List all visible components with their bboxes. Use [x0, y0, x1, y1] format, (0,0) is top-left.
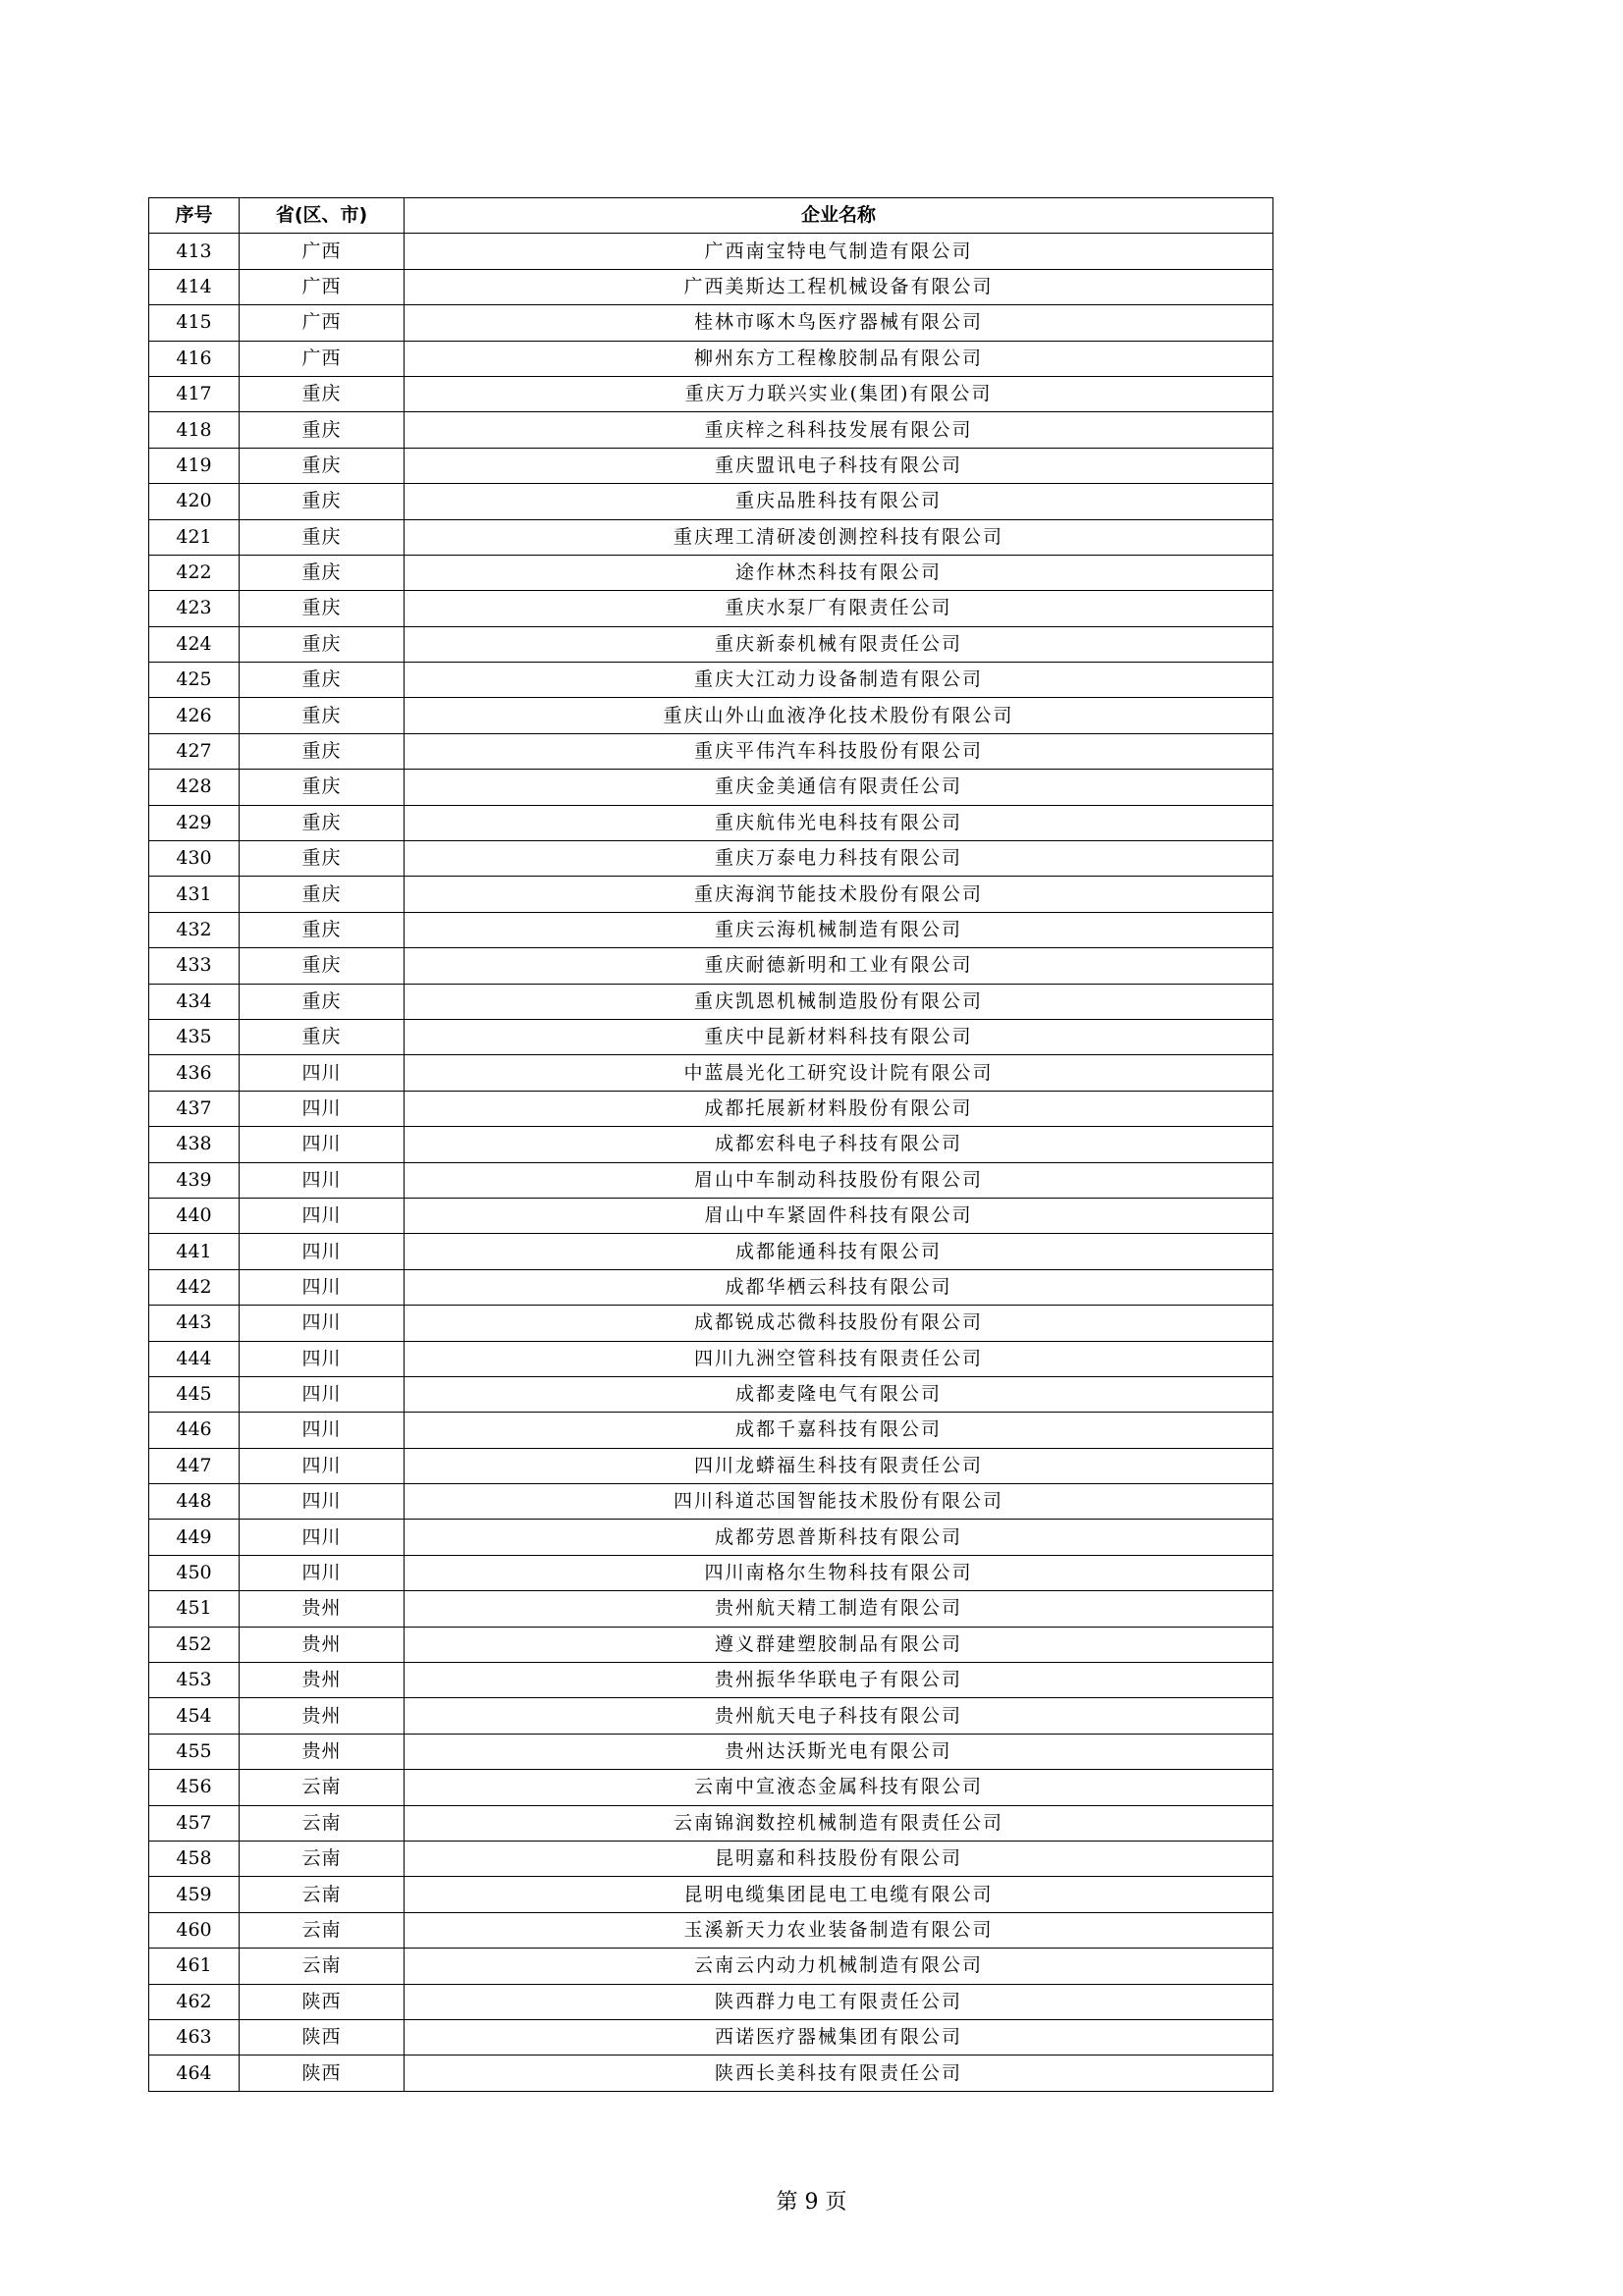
province-cell: 重庆: [240, 805, 405, 840]
serial-number-cell: 449: [149, 1520, 240, 1555]
table-row: [149, 376, 1273, 411]
serial-number-cell: 438: [149, 1127, 240, 1162]
table-row: [149, 1984, 1273, 2019]
serial-number-cell: 433: [149, 948, 240, 984]
province-cell: 重庆: [240, 412, 405, 448]
serial-number-cell: 456: [149, 1770, 240, 1805]
table-body: [149, 234, 1273, 2091]
province-cell: 贵州: [240, 1698, 405, 1734]
serial-number-cell: 430: [149, 841, 240, 877]
province-cell: 重庆: [240, 912, 405, 947]
serial-number-cell: 436: [149, 1055, 240, 1091]
company-name-cell: 重庆云海机械制造有限公司: [405, 912, 1273, 947]
serial-number-cell: 450: [149, 1555, 240, 1590]
company-name-cell: 玉溪新天力农业装备制造有限公司: [405, 1912, 1273, 1948]
company-name-cell: 成都宏科电子科技有限公司: [405, 1127, 1273, 1162]
company-name-cell: 成都千嘉科技有限公司: [405, 1413, 1273, 1448]
company-name-cell: 重庆品胜科技有限公司: [405, 484, 1273, 519]
province-cell: 重庆: [240, 877, 405, 912]
company-name-cell: 重庆梓之科科技发展有限公司: [405, 412, 1273, 448]
header-serial-number: 序号: [149, 198, 240, 234]
table-row: [149, 877, 1273, 912]
province-cell: 四川: [240, 1091, 405, 1126]
table-row: [149, 2056, 1273, 2091]
province-cell: 四川: [240, 1127, 405, 1162]
table-row: [149, 948, 1273, 984]
table-row: [149, 1591, 1273, 1627]
province-cell: 云南: [240, 1805, 405, 1841]
serial-number-cell: 431: [149, 877, 240, 912]
company-name-cell: 眉山中车制动科技股份有限公司: [405, 1162, 1273, 1198]
serial-number-cell: 442: [149, 1269, 240, 1305]
province-cell: 云南: [240, 1770, 405, 1805]
company-name-cell: 成都华栖云科技有限公司: [405, 1269, 1273, 1305]
table-row: [149, 1841, 1273, 1876]
table-row: [149, 1805, 1273, 1841]
company-name-cell: 重庆大江动力设备制造有限公司: [405, 663, 1273, 698]
province-cell: 四川: [240, 1306, 405, 1341]
company-name-cell: 广西南宝特电气制造有限公司: [405, 234, 1273, 269]
serial-number-cell: 448: [149, 1484, 240, 1520]
company-name-cell: 贵州达沃斯光电有限公司: [405, 1734, 1273, 1769]
province-cell: 重庆: [240, 948, 405, 984]
serial-number-cell: 460: [149, 1912, 240, 1948]
serial-number-cell: 462: [149, 1984, 240, 2019]
serial-number-cell: 418: [149, 412, 240, 448]
province-cell: 重庆: [240, 698, 405, 733]
company-name-cell: 重庆万力联兴实业(集团)有限公司: [405, 376, 1273, 411]
serial-number-cell: 441: [149, 1234, 240, 1269]
table-row: [149, 1198, 1273, 1233]
table-row: [149, 1091, 1273, 1126]
table-row: [149, 448, 1273, 483]
table-row: [149, 234, 1273, 269]
table-row: [149, 269, 1273, 304]
serial-number-cell: 429: [149, 805, 240, 840]
province-cell: 重庆: [240, 519, 405, 555]
province-cell: 陕西: [240, 1984, 405, 2019]
table-row: [149, 1127, 1273, 1162]
company-name-cell: 重庆水泵厂有限责任公司: [405, 591, 1273, 626]
serial-number-cell: 447: [149, 1448, 240, 1483]
company-name-cell: 成都托展新材料股份有限公司: [405, 1091, 1273, 1126]
province-cell: 重庆: [240, 448, 405, 483]
table-row: [149, 1663, 1273, 1698]
company-name-cell: 重庆航伟光电科技有限公司: [405, 805, 1273, 840]
company-name-cell: 成都劳恩普斯科技有限公司: [405, 1520, 1273, 1555]
province-cell: 四川: [240, 1055, 405, 1091]
province-cell: 陕西: [240, 2019, 405, 2055]
company-name-cell: 成都麦隆电气有限公司: [405, 1376, 1273, 1412]
enterprise-table: [148, 197, 1273, 2092]
company-name-cell: 重庆金美通信有限责任公司: [405, 770, 1273, 805]
serial-number-cell: 424: [149, 626, 240, 662]
province-cell: 四川: [240, 1555, 405, 1590]
serial-number-cell: 457: [149, 1805, 240, 1841]
company-name-cell: 成都锐成芯微科技股份有限公司: [405, 1306, 1273, 1341]
serial-number-cell: 455: [149, 1734, 240, 1769]
company-name-cell: 柳州东方工程橡胶制品有限公司: [405, 341, 1273, 376]
serial-number-cell: 419: [149, 448, 240, 483]
table-row: [149, 305, 1273, 341]
province-cell: 陕西: [240, 2056, 405, 2091]
header-row: [149, 198, 1273, 234]
table-row: [149, 1770, 1273, 1805]
serial-number-cell: 444: [149, 1341, 240, 1376]
serial-number-cell: 464: [149, 2056, 240, 2091]
serial-number-cell: 428: [149, 770, 240, 805]
province-cell: 云南: [240, 1949, 405, 1984]
company-name-cell: 眉山中车紧固件科技有限公司: [405, 1198, 1273, 1233]
table-row: [149, 1019, 1273, 1054]
province-cell: 四川: [240, 1269, 405, 1305]
province-cell: 广西: [240, 341, 405, 376]
header-province: 省(区、市): [240, 198, 405, 234]
table-row: [149, 519, 1273, 555]
table-row: [149, 2019, 1273, 2055]
company-name-cell: 昆明嘉和科技股份有限公司: [405, 1841, 1273, 1876]
table-row: [149, 1734, 1273, 1769]
province-cell: 重庆: [240, 484, 405, 519]
company-name-cell: 桂林市啄木鸟医疗器械有限公司: [405, 305, 1273, 341]
serial-number-cell: 461: [149, 1949, 240, 1984]
company-name-cell: 成都能通科技有限公司: [405, 1234, 1273, 1269]
serial-number-cell: 420: [149, 484, 240, 519]
company-name-cell: 昆明电缆集团昆电工电缆有限公司: [405, 1877, 1273, 1912]
province-cell: 四川: [240, 1484, 405, 1520]
province-cell: 重庆: [240, 626, 405, 662]
serial-number-cell: 452: [149, 1627, 240, 1662]
company-name-cell: 贵州航天电子科技有限公司: [405, 1698, 1273, 1734]
serial-number-cell: 413: [149, 234, 240, 269]
company-name-cell: 四川南格尔生物科技有限公司: [405, 1555, 1273, 1590]
table-row: [149, 1376, 1273, 1412]
table-row: [149, 1269, 1273, 1305]
company-name-cell: 四川龙蟒福生科技有限责任公司: [405, 1448, 1273, 1483]
company-name-cell: 重庆凯恩机械制造股份有限公司: [405, 984, 1273, 1019]
province-cell: 重庆: [240, 1019, 405, 1054]
table-row: [149, 1234, 1273, 1269]
province-cell: 四川: [240, 1162, 405, 1198]
province-cell: 四川: [240, 1198, 405, 1233]
province-cell: 重庆: [240, 841, 405, 877]
company-name-cell: 重庆新泰机械有限责任公司: [405, 626, 1273, 662]
serial-number-cell: 417: [149, 376, 240, 411]
serial-number-cell: 415: [149, 305, 240, 341]
province-cell: 云南: [240, 1841, 405, 1876]
table-row: [149, 1341, 1273, 1376]
province-cell: 四川: [240, 1341, 405, 1376]
province-cell: 四川: [240, 1448, 405, 1483]
company-name-cell: 重庆万泰电力科技有限公司: [405, 841, 1273, 877]
table-row: [149, 555, 1273, 590]
table-row: [149, 698, 1273, 733]
table-row: [149, 1055, 1273, 1091]
company-name-cell: 重庆盟讯电子科技有限公司: [405, 448, 1273, 483]
company-name-cell: 中蓝晨光化工研究设计院有限公司: [405, 1055, 1273, 1091]
province-cell: 四川: [240, 1413, 405, 1448]
table-row: [149, 1162, 1273, 1198]
table-row: [149, 841, 1273, 877]
table-row: [149, 1912, 1273, 1948]
company-name-cell: 重庆海润节能技术股份有限公司: [405, 877, 1273, 912]
serial-number-cell: 422: [149, 555, 240, 590]
header-company-name: 企业名称: [405, 198, 1273, 234]
serial-number-cell: 434: [149, 984, 240, 1019]
serial-number-cell: 453: [149, 1663, 240, 1698]
table-row: [149, 341, 1273, 376]
province-cell: 四川: [240, 1520, 405, 1555]
table-row: [149, 805, 1273, 840]
province-cell: 贵州: [240, 1663, 405, 1698]
table-header: [149, 198, 1273, 234]
province-cell: 四川: [240, 1234, 405, 1269]
province-cell: 重庆: [240, 733, 405, 769]
company-name-cell: 重庆理工清研凌创测控科技有限公司: [405, 519, 1273, 555]
company-name-cell: 云南云内动力机械制造有限公司: [405, 1949, 1273, 1984]
province-cell: 重庆: [240, 984, 405, 1019]
province-cell: 广西: [240, 234, 405, 269]
table-row: [149, 984, 1273, 1019]
company-name-cell: 四川科道芯国智能技术股份有限公司: [405, 1484, 1273, 1520]
company-name-cell: 四川九洲空管科技有限责任公司: [405, 1341, 1273, 1376]
province-cell: 贵州: [240, 1591, 405, 1627]
company-name-cell: 遵义群建塑胶制品有限公司: [405, 1627, 1273, 1662]
province-cell: 重庆: [240, 555, 405, 590]
page-number: 第 9 页: [776, 2190, 847, 2215]
company-name-cell: 重庆耐德新明和工业有限公司: [405, 948, 1273, 984]
table-row: [149, 733, 1273, 769]
company-name-cell: 贵州振华华联电子有限公司: [405, 1663, 1273, 1698]
company-name-cell: 广西美斯达工程机械设备有限公司: [405, 269, 1273, 304]
table-row: [149, 412, 1273, 448]
serial-number-cell: 421: [149, 519, 240, 555]
company-name-cell: 贵州航天精工制造有限公司: [405, 1591, 1273, 1627]
company-name-cell: 重庆山外山血液净化技术股份有限公司: [405, 698, 1273, 733]
serial-number-cell: 451: [149, 1591, 240, 1627]
company-name-cell: 云南中宣液态金属科技有限公司: [405, 1770, 1273, 1805]
serial-number-cell: 427: [149, 733, 240, 769]
company-name-cell: 陕西长美科技有限责任公司: [405, 2056, 1273, 2091]
table-row: [149, 484, 1273, 519]
table-row: [149, 1949, 1273, 1984]
province-cell: 广西: [240, 305, 405, 341]
table-row: [149, 1448, 1273, 1483]
table-row: [149, 1698, 1273, 1734]
serial-number-cell: 454: [149, 1698, 240, 1734]
table-row: [149, 1413, 1273, 1448]
province-cell: 贵州: [240, 1734, 405, 1769]
serial-number-cell: 446: [149, 1413, 240, 1448]
province-cell: 云南: [240, 1912, 405, 1948]
serial-number-cell: 439: [149, 1162, 240, 1198]
table-row: [149, 626, 1273, 662]
serial-number-cell: 440: [149, 1198, 240, 1233]
province-cell: 重庆: [240, 663, 405, 698]
table-row: [149, 663, 1273, 698]
company-name-cell: 西诺医疗器械集团有限公司: [405, 2019, 1273, 2055]
table-row: [149, 770, 1273, 805]
table-row: [149, 1555, 1273, 1590]
serial-number-cell: 445: [149, 1376, 240, 1412]
table-row: [149, 591, 1273, 626]
company-name-cell: 途作林杰科技有限公司: [405, 555, 1273, 590]
company-name-cell: 云南锦润数控机械制造有限责任公司: [405, 1805, 1273, 1841]
table-row: [149, 1520, 1273, 1555]
company-name-cell: 陕西群力电工有限责任公司: [405, 1984, 1273, 2019]
serial-number-cell: 443: [149, 1306, 240, 1341]
serial-number-cell: 459: [149, 1877, 240, 1912]
serial-number-cell: 425: [149, 663, 240, 698]
table-row: [149, 1484, 1273, 1520]
serial-number-cell: 437: [149, 1091, 240, 1126]
company-name-cell: 重庆中昆新材料科技有限公司: [405, 1019, 1273, 1054]
table-row: [149, 1877, 1273, 1912]
province-cell: 云南: [240, 1877, 405, 1912]
province-cell: 重庆: [240, 770, 405, 805]
table-row: [149, 912, 1273, 947]
serial-number-cell: 414: [149, 269, 240, 304]
table-row: [149, 1627, 1273, 1662]
province-cell: 贵州: [240, 1627, 405, 1662]
serial-number-cell: 458: [149, 1841, 240, 1876]
serial-number-cell: 432: [149, 912, 240, 947]
table-row: [149, 1306, 1273, 1341]
province-cell: 四川: [240, 1376, 405, 1412]
province-cell: 重庆: [240, 376, 405, 411]
serial-number-cell: 463: [149, 2019, 240, 2055]
serial-number-cell: 423: [149, 591, 240, 626]
serial-number-cell: 435: [149, 1019, 240, 1054]
serial-number-cell: 416: [149, 341, 240, 376]
province-cell: 广西: [240, 269, 405, 304]
province-cell: 重庆: [240, 591, 405, 626]
company-name-cell: 重庆平伟汽车科技股份有限公司: [405, 733, 1273, 769]
serial-number-cell: 426: [149, 698, 240, 733]
